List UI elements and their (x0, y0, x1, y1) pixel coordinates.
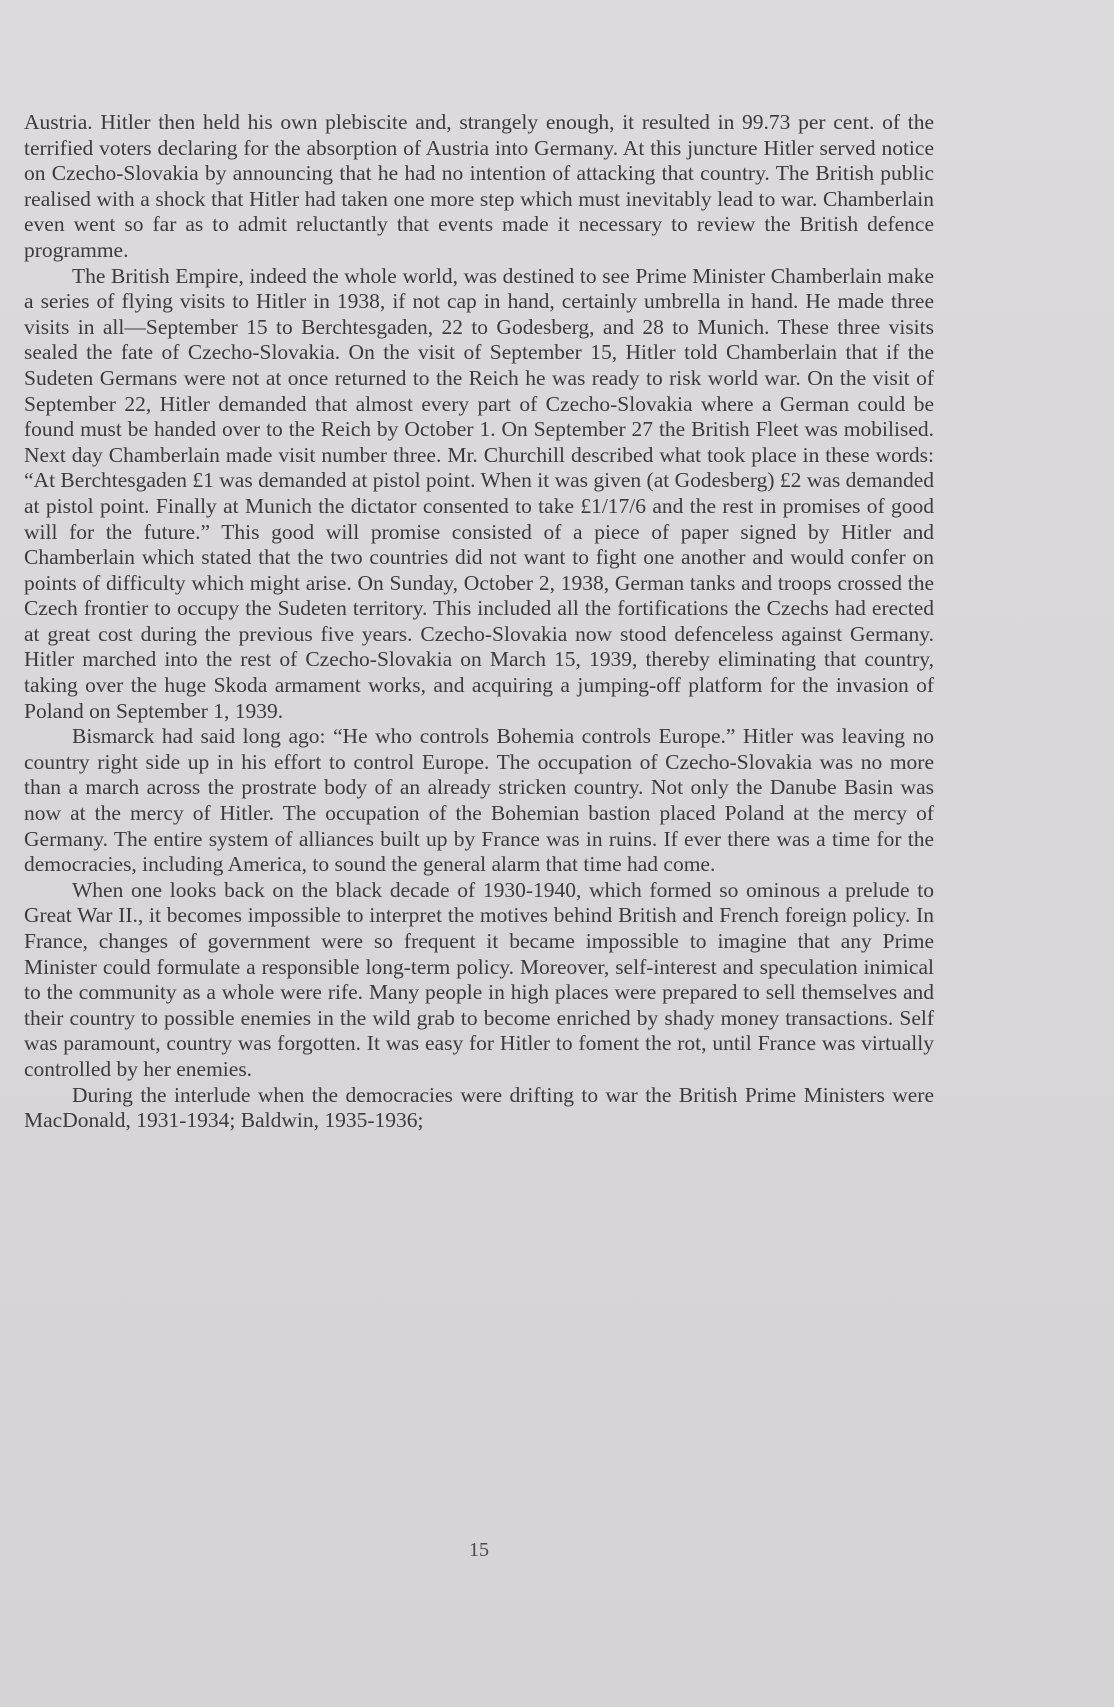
body-text (24, 110, 934, 1134)
paragraph-black-decade: When one looks back on the black decade of 1930-1940, which formed so ominous a prelude to Great War II., it becomes impossible to interpret the motives behind British and French foreign policy. In France, changes of government were so frequent it became impossible to imagine that any Prime Minister could formulate a responsible long-term policy. Moreover, self-interest and speculation inimical to the community as a whole were rife. Many people in high places were prepared to sell themselves and their country to possible enemies in the wild grab to become enriched by shady money transactions. Self was paramount, country was forgotten. It was easy for Hitler to foment the rot, until France was virtually controlled by her enemies. (24, 877, 934, 1081)
page-number: 15 (469, 1539, 489, 1561)
paragraph-chamberlain-visits: The British Empire, indeed the whole world, was destined to see Prime Minister Chamberlain make a series of flying visits to Hitler in 1938, if not cap in hand, certainly umbrella in hand. He made three visits in all—September 15 to Berchtesgaden, 22 to Godesberg, and 28 to Munich. These three visits sealed the fate of Czecho-Slovakia. On the visit of September 15, Hitler told Chamberlain that if the Sudeten Germans were not at once returned to the Reich he was ready to risk world war. On the visit of September 22, Hitler demanded that almost every part of Czecho-Slovakia where a German could be found must be handed over to the Reich by October 1. On September 27 the British Fleet was mobilised. Next day Chamberlain made visit number three. Mr. Churchill described what took place in these words: “At Berchtesgaden £1 was demanded at pistol point. When it was given (at Godesberg) £2 was demanded at pistol point. Finally at Munich the dictator consented to take £1/17/6 and the rest in promises of good will for the future.” This good will promise consisted of a piece of paper signed by Hitler and Chamberlain which stated that the two countries did not want to fight one another and would confer on points of difficulty which might arise. On Sunday, October 2, 1938, German tanks and troops crossed the Czech frontier to occupy the Sudeten territory. This included all the fortifications the Czechs had erected at great cost during the previous five years. Czecho-Slovakia now stood defenceless against Germany. Hitler marched into the rest of Czecho-Slovakia on March 15, 1939, thereby eliminating that country, taking over the huge Skoda armament works, and acquiring a jumping-off platform for the invasion of Poland on September 1, 1939. (24, 263, 934, 723)
paragraph-prime-ministers: During the interlude when the democracies were drifting to war the British Prime Ministers were MacDonald, 1931-1934; Baldwin, 1935-1936; (24, 1082, 934, 1133)
paragraph-bismarck: Bismarck had said long ago: “He who controls Bohemia controls Europe.” Hitler was leaving no country right side up in his effort to control Europe. The occupation of Czecho-Slovakia was no more than a march across the prostrate body of an already stricken country. Not only the Danube Basin was now at the mercy of Hitler. The occupation of the Bohemian bastion placed Poland at the mercy of Germany. The entire system of alliances built up by France was in ruins. If ever there was a time for the democracies, including America, to sound the general alarm that time had come. (24, 724, 934, 877)
paragraph-austria: Austria. Hitler then held his own plebiscite and, strangely enough, it resulted in 99.73 per cent. of the terrified voters declaring for the absorption of Austria into Germany. At this juncture Hitler served notice on Czecho-Slovakia by announcing that he had no intention of attacking that country. The British public realised with a shock that Hitler had taken one more step which must inevitably lead to war. Chamberlain even went so far as to admit reluctantly that events made it necessary to review the British defence programme. (24, 110, 934, 262)
